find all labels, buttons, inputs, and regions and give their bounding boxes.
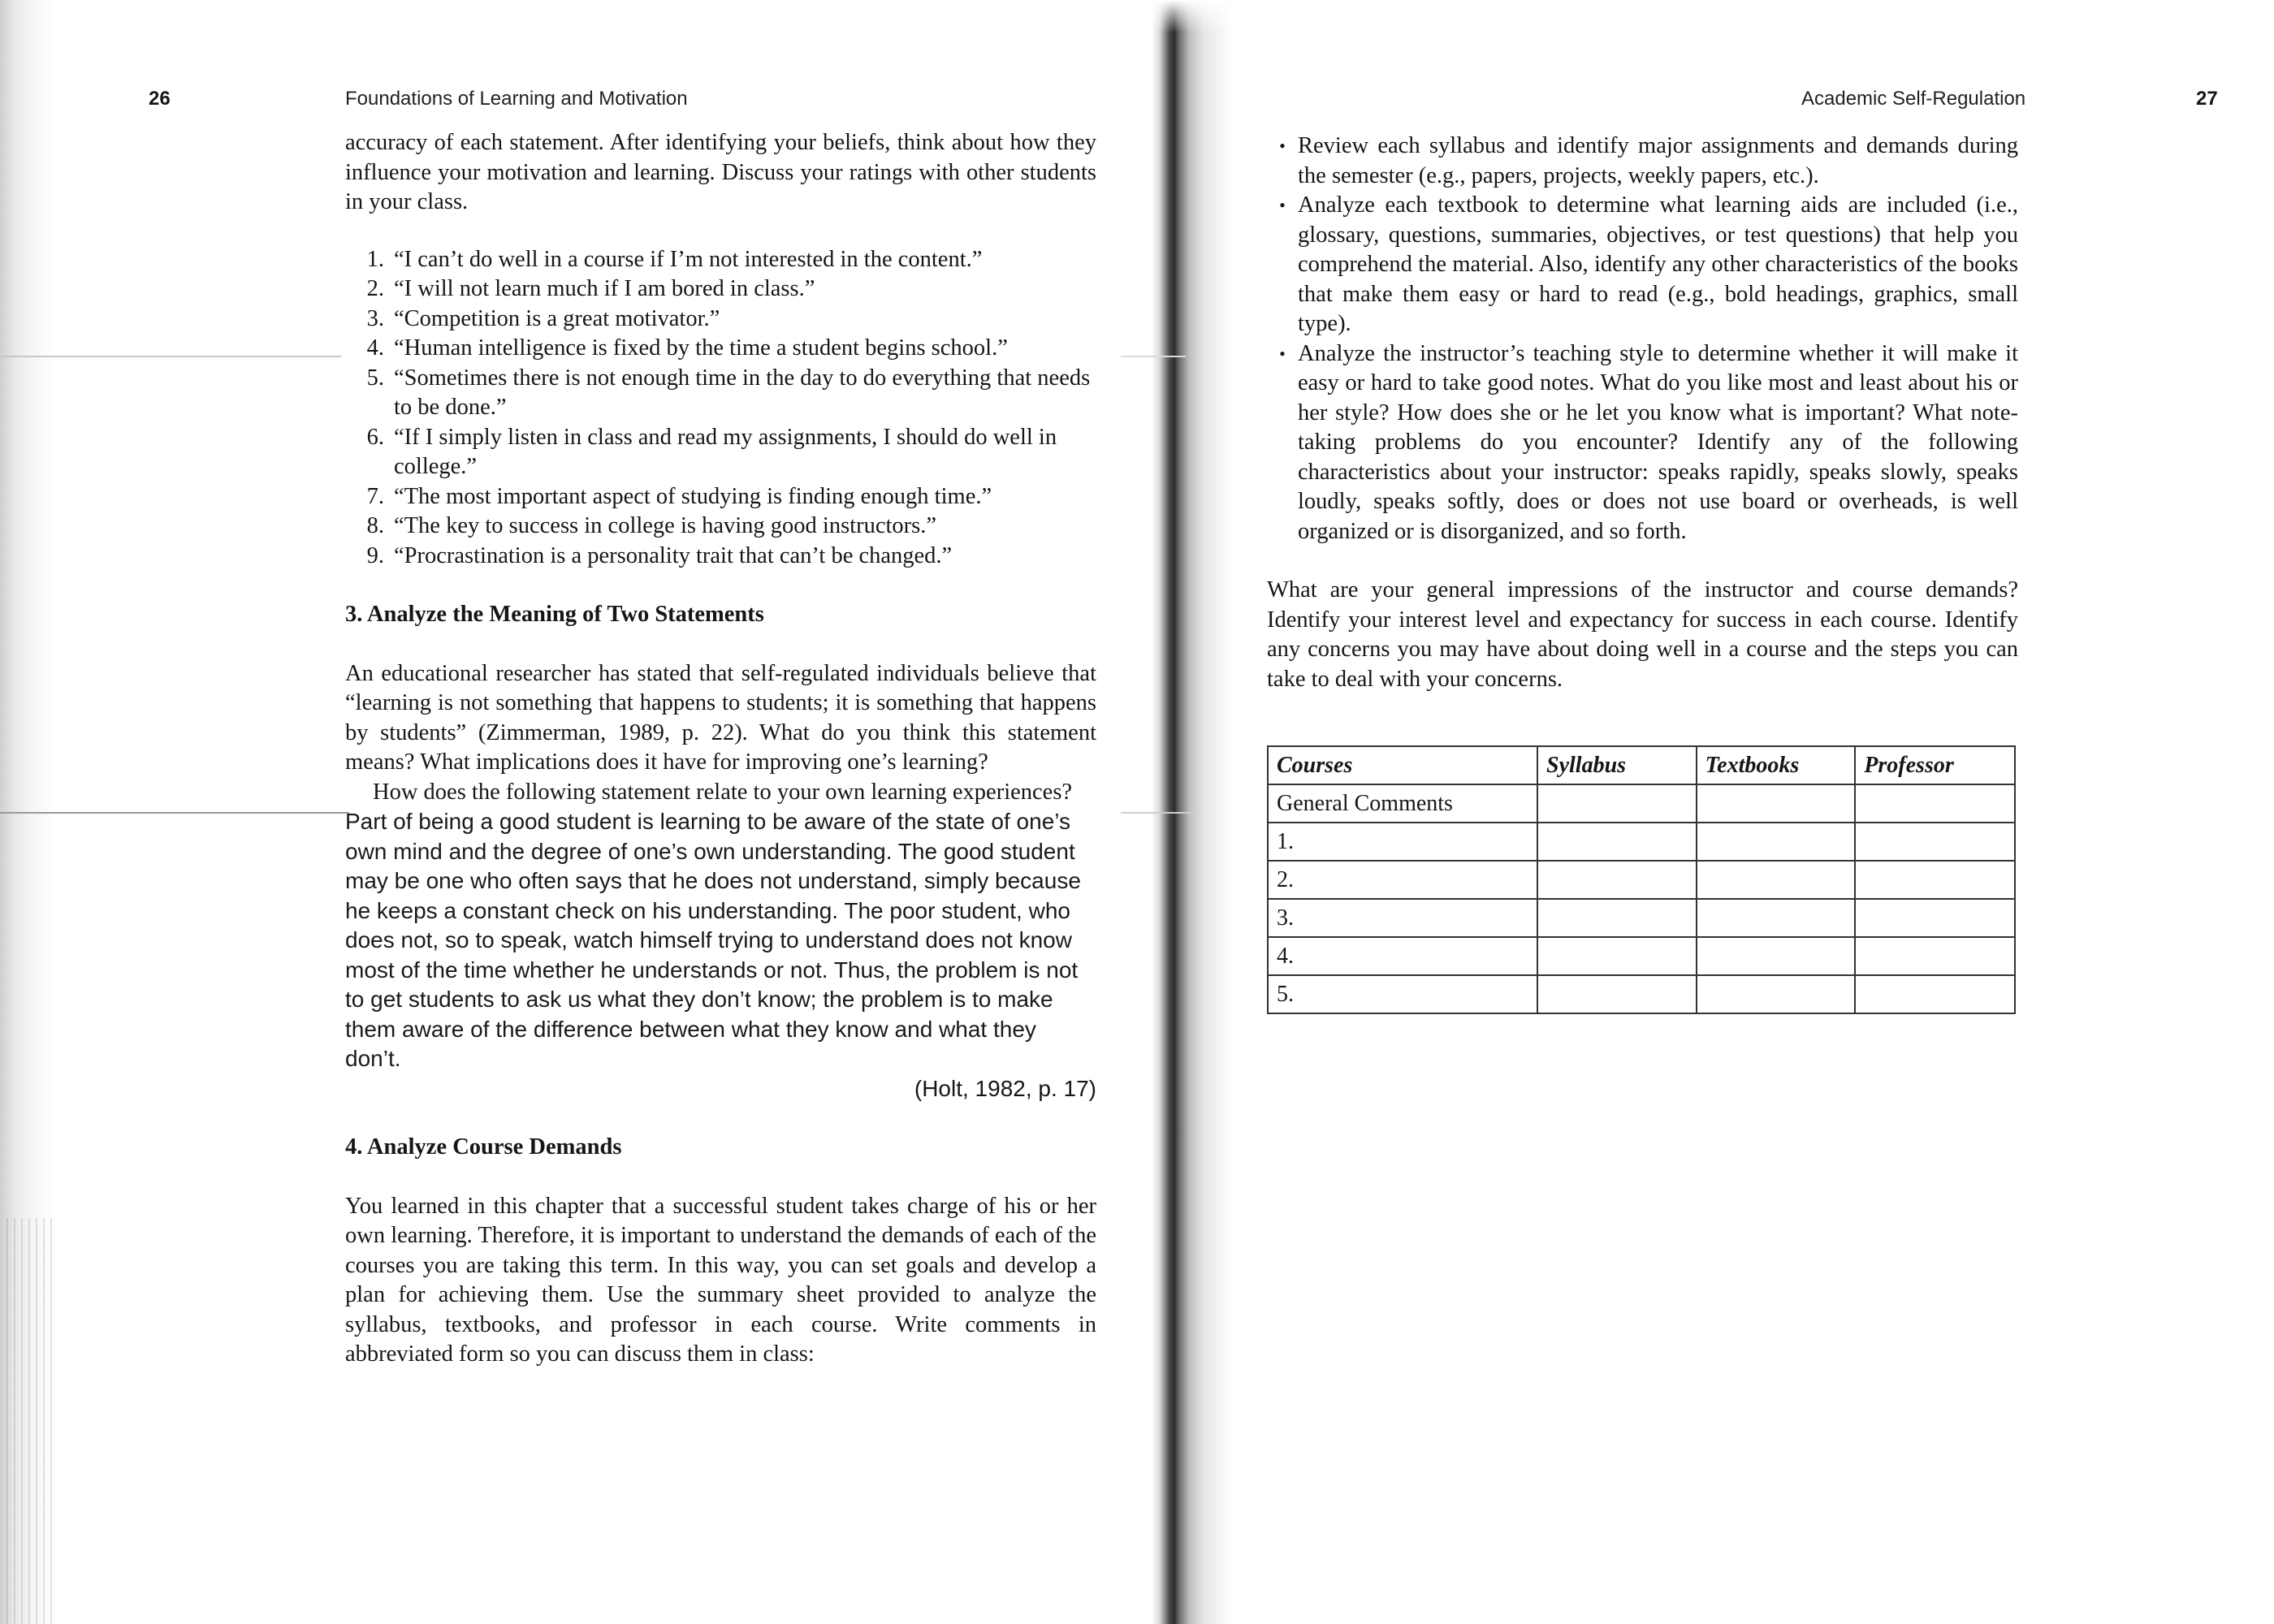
row-label: 3. xyxy=(1268,899,1537,937)
scan-artifact-line xyxy=(0,812,349,814)
row-label: 1. xyxy=(1268,823,1537,861)
section-4-paragraph: You learned in this chapter that a successful student takes charge of his or her own learning. Therefore, it is important to understand the demands of each of the courses you are taking this term. In this way, you can set goals and develop a plan for achieving them. Use the summary sheet provided to analyze the syllabus, textbooks, and professor in each course. Write comments in abbreviated form so you can discuss them in class: xyxy=(345,1193,1096,1367)
table-cell-empty xyxy=(1697,784,1856,823)
table-row xyxy=(1268,784,2015,823)
left-page-body xyxy=(345,128,1096,1370)
table-cell-empty xyxy=(1855,899,2015,937)
section-3-paragraph: An educational researcher has stated that self-regulated individuals believe that “learning is not something that happens to students; it is something that happens by students” (Zimmerman, 1989, p. 22). What do you think this statement means? What implications does it have for improving one’s learning? xyxy=(345,660,1096,775)
item-text: “The most important aspect of studying is finding enough time.” xyxy=(394,483,992,509)
item-text: “I will not learn much if I am bored in class.” xyxy=(394,276,815,301)
table-cell-empty xyxy=(1537,823,1697,861)
item-number: 8. xyxy=(366,513,384,538)
row-label: General Comments xyxy=(1268,784,1537,823)
table-cell-empty xyxy=(1855,861,2015,899)
belief-statements-list xyxy=(345,245,1096,572)
table-cell-empty xyxy=(1855,823,2015,861)
table-cell-empty xyxy=(1697,899,1856,937)
holt-block-quote: Part of being a good student is learning to be aware of the state of one’s own mind and the degree of one’s own understanding. The good student may be one who often says that he does not understand, simply because he keeps a constant check on his understanding. The poor student, who does not, so to speak, watch himself trying to understand does not know most of the time whether he understands or not. Thus, the problem is not to get students to ask us what they don’t know; the problem is to make them aware of the difference between what they know and what they don’t. xyxy=(345,809,1081,1071)
scan-artifact-line xyxy=(0,356,341,357)
left-page-number: 26 xyxy=(149,88,171,110)
item-text: “I can’t do well in a course if I’m not interested in the content.” xyxy=(394,246,983,272)
list-item xyxy=(345,512,1096,542)
list-item xyxy=(345,364,1096,423)
bullet-icon: • xyxy=(1279,343,1286,364)
item-text: “Human intelligence is fixed by the time a student begins school.” xyxy=(394,335,1008,361)
intro-paragraph: accuracy of each statement. After identifying your beliefs, think about how they influence your motivation and learning. Discuss your ratings with other students in your class. xyxy=(345,130,1096,214)
section-3-heading: 3. Analyze the Meaning of Two Statements xyxy=(345,602,764,627)
section-3-followup: How does the following statement relate to your own learning experiences? xyxy=(373,779,1073,805)
bullet-icon: • xyxy=(1279,195,1286,215)
table-cell-empty xyxy=(1697,937,1856,975)
list-item xyxy=(345,304,1096,335)
list-item xyxy=(345,423,1096,482)
list-item xyxy=(1267,132,2018,191)
header-professor: Professor xyxy=(1855,746,2015,784)
right-page-body xyxy=(1267,132,2018,694)
item-number: 3. xyxy=(366,305,384,331)
item-number: 1. xyxy=(366,246,384,272)
item-number: 7. xyxy=(366,483,384,509)
item-text: “Sometimes there is not enough time in the day to do everything that needs to be done.” xyxy=(394,365,1091,420)
table-cell-empty xyxy=(1537,899,1697,937)
list-item xyxy=(1267,339,2018,547)
table-row xyxy=(1268,823,2015,861)
table-cell-empty xyxy=(1537,975,1697,1013)
table-cell-empty xyxy=(1855,937,2015,975)
list-item xyxy=(1267,191,2018,339)
scan-artifact-line xyxy=(1121,812,1194,814)
row-label: 2. xyxy=(1268,861,1537,899)
table-cell-empty xyxy=(1697,975,1856,1013)
bullet-text: Analyze each textbook to determine what learning aids are included (i.e., glossary, questions, summaries, objectives, or test questions) that help you comprehend the material. Also, identify any other characteristics of the books that make them easy or hard to read (e.g., bold headings, graphics, small type). xyxy=(1298,192,2018,336)
table-cell-empty xyxy=(1855,784,2015,823)
quote-citation: (Holt, 1982, p. 17) xyxy=(914,1075,1096,1101)
bullet-text: Analyze the instructor’s teaching style to determine whether it will make it easy or hard to take good notes. What do you like most and least about his or her style? How does she or he let you know what is important? What note-taking problems do you encounter? Identify any of the following characteristics about your instructor: speaks rapidly, speaks slowly, speaks loudly, speaks softly, does or does not use board or overheads, is well organized or is disorganized, and so forth. xyxy=(1298,340,2018,544)
list-item xyxy=(345,334,1096,364)
item-number: 9. xyxy=(366,542,384,568)
item-number: 2. xyxy=(366,276,384,301)
row-label: 5. xyxy=(1268,975,1537,1013)
bullet-icon: • xyxy=(1279,136,1286,156)
row-label: 4. xyxy=(1268,937,1537,975)
item-text: “If I simply listen in class and read my assignments, I should do well in college.” xyxy=(394,424,1057,479)
table-row xyxy=(1268,861,2015,899)
table-cell-empty xyxy=(1537,784,1697,823)
right-page-number: 27 xyxy=(2196,88,2218,110)
header-syllabus: Syllabus xyxy=(1537,746,1697,784)
course-summary-table xyxy=(1267,745,2016,1014)
header-courses: Courses xyxy=(1268,746,1537,784)
item-text: “Competition is a great motivator.” xyxy=(394,305,720,331)
item-number: 5. xyxy=(366,365,384,391)
item-number: 4. xyxy=(366,335,384,361)
bullet-text: Review each syllabus and identify major assignments and demands during the semester (e.g., papers, projects, weekly papers, etc.). xyxy=(1298,133,2018,188)
table-row xyxy=(1268,937,2015,975)
list-item xyxy=(345,482,1096,512)
closing-paragraph: What are your general impressions of the instructor and course demands? Identify your interest level and expectancy for success in each course. Identify any concerns you may have about doing well in a course and the steps you can take to deal with your concerns. xyxy=(1267,577,2018,692)
table-row xyxy=(1268,975,2015,1013)
list-item xyxy=(345,542,1096,572)
table-cell-empty xyxy=(1537,937,1697,975)
table-row xyxy=(1268,899,2015,937)
section-4-heading: 4. Analyze Course Demands xyxy=(345,1134,622,1160)
course-analysis-bullets xyxy=(1267,132,2018,546)
right-running-head: Academic Self-Regulation xyxy=(1801,88,2026,110)
left-running-head: Foundations of Learning and Motivation xyxy=(345,88,688,110)
table-header-row xyxy=(1268,746,2015,784)
table-cell-empty xyxy=(1537,861,1697,899)
scan-artifact-line xyxy=(1121,356,1186,357)
table-cell-empty xyxy=(1855,975,2015,1013)
item-number: 6. xyxy=(366,424,384,450)
header-textbooks: Textbooks xyxy=(1697,746,1856,784)
list-item xyxy=(345,274,1096,304)
list-item xyxy=(345,245,1096,275)
item-text: “Procrastination is a personality trait that can’t be changed.” xyxy=(394,542,953,568)
item-text: “The key to success in college is having good instructors.” xyxy=(394,513,936,538)
table-cell-empty xyxy=(1697,823,1856,861)
table-cell-empty xyxy=(1697,861,1856,899)
